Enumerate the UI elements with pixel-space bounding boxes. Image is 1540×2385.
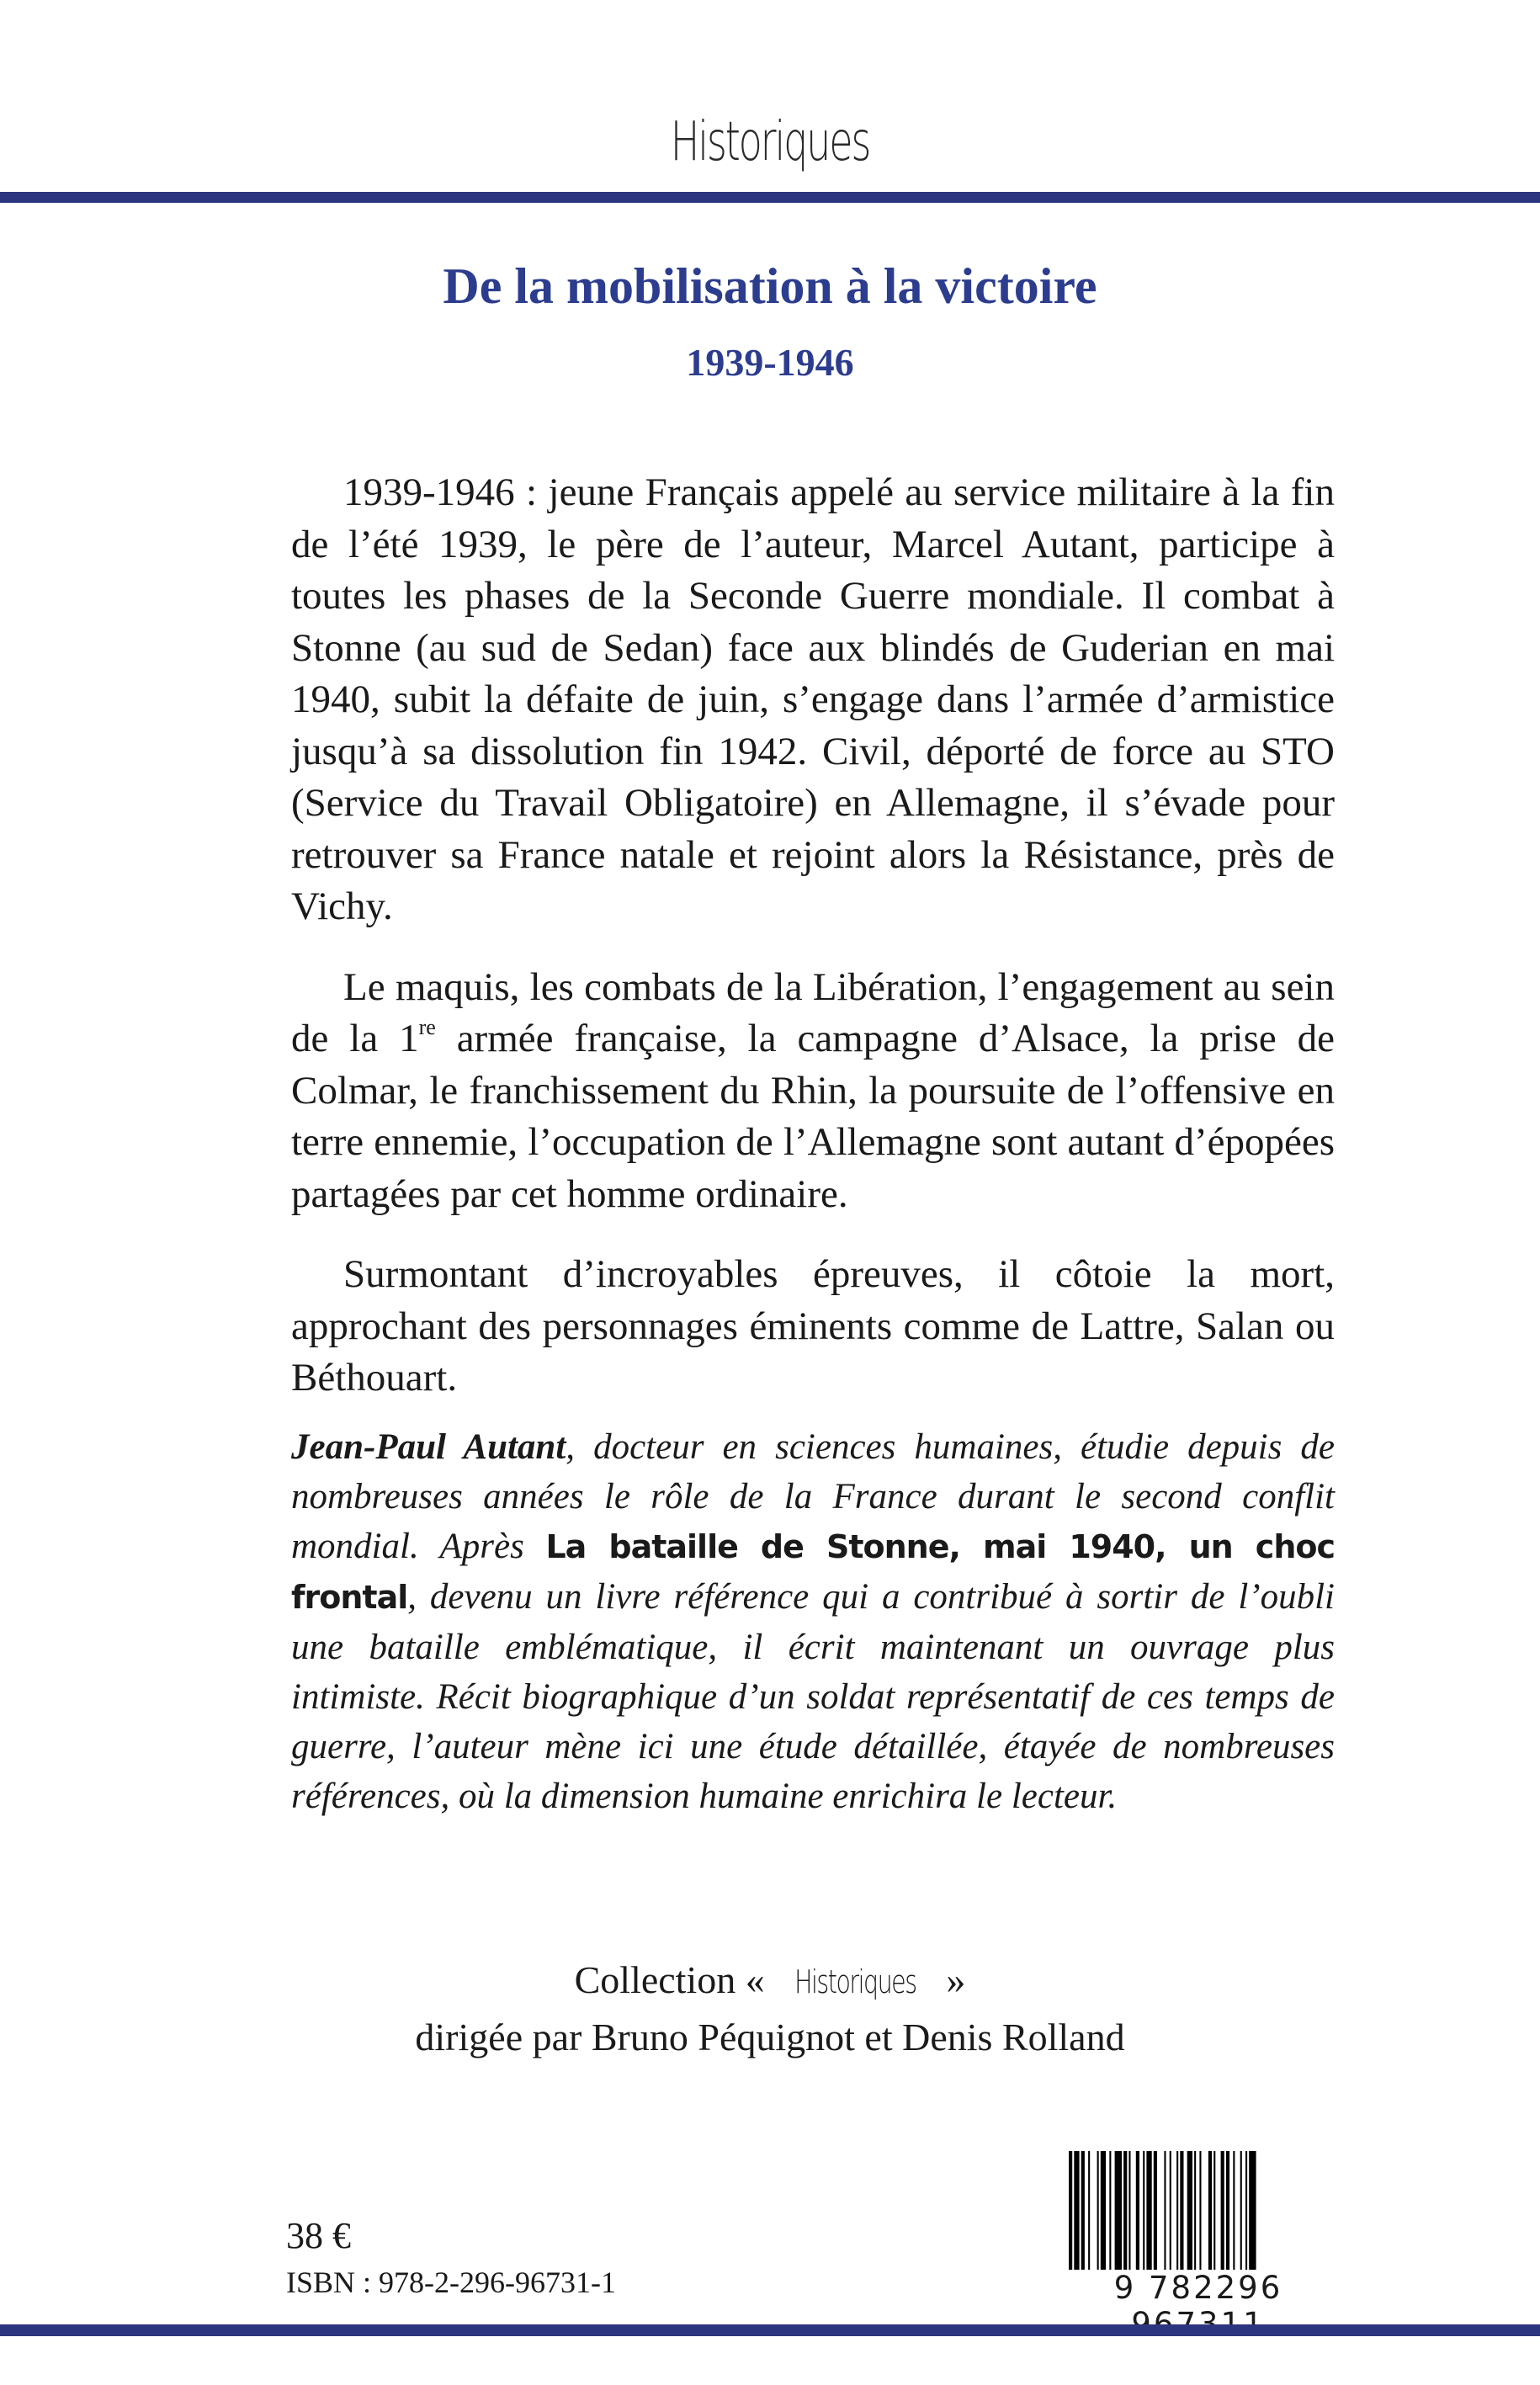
barcode-bar (1128, 2151, 1130, 2277)
barcode-bar (1226, 2151, 1229, 2277)
bio-text-2: , devenu un livre référence qui a contribué à sortir de l’oubli une bataille emblématique, il écrit maintenant un ouvrage plus intimiste. Récit biographique d’un soldat représentatif de ces temps de guerre, l’auteur mène ici une étude détaillée, étayée de nombreuses références, où la dimension humaine enrichira le lecteur. (291, 1577, 1335, 1816)
collection-brand: Historiques (794, 1963, 916, 2000)
barcode-bar (1164, 2151, 1166, 2277)
collection-suffix: » (946, 1958, 966, 2001)
barcode-bar (1097, 2151, 1099, 2277)
bio-text-1: , docteur en sciences humaines, étudie depuis de nombreuses années le rôle de la France durant le second conflit mondial. Après (291, 1427, 1335, 1566)
barcode-bar (1069, 2151, 1072, 2277)
top-divider (0, 192, 1540, 203)
barcode-bar (1101, 2151, 1106, 2277)
barcode-bar (1245, 2151, 1247, 2277)
collection-line (0, 1952, 1540, 2010)
barcode-bar (1074, 2151, 1079, 2277)
barcode-bar (1143, 2151, 1144, 2277)
book-title: De la mobilisation à la victoire (443, 258, 1097, 314)
collection-editors: dirigée par Bruno Péquignot et Denis Rolland (415, 2016, 1125, 2058)
summary-paragraph-2 (291, 962, 1335, 1221)
summary-paragraph-3: Surmontant d’incroyables épreuves, il côtoie la mort, approchant des personnages éminents comme de Lattre, Salan ou Béthouart. (291, 1252, 1335, 1400)
barcode-bar (1199, 2151, 1201, 2277)
author-biography (291, 1422, 1335, 1821)
back-cover-summary (291, 467, 1335, 1433)
author-name: Jean-Paul Autant (291, 1427, 566, 1467)
barcode-bar (1088, 2151, 1090, 2277)
barcode-bar (1249, 2151, 1256, 2277)
barcode-bar (1081, 2151, 1085, 2277)
barcode-bar (1123, 2151, 1127, 2277)
summary-p2-end: armée française, la campagne d’Alsace, la prise de Colmar, le franchissement du Rhin, la poursuite de l’offensive en terre ennemie, l’occupation de l’Allemagne sont autant d’épopées partagées par cet homme ordinaire. (291, 1017, 1335, 1216)
barcode-bar (1109, 2151, 1111, 2277)
barcode-bar (1208, 2151, 1212, 2277)
barcode-bars (1064, 2151, 1333, 2277)
barcode-bar (1146, 2151, 1151, 2277)
barcode-bar (1240, 2151, 1242, 2277)
bottom-divider (0, 2324, 1540, 2336)
barcode-bar (1136, 2151, 1139, 2277)
barcode-bar (1187, 2151, 1192, 2277)
barcode-bar (1115, 2151, 1122, 2277)
book-subtitle: 1939-1946 (686, 341, 854, 384)
collection-info (0, 1952, 1540, 2065)
barcode-bar (1194, 2151, 1196, 2277)
barcode-bar (1176, 2151, 1178, 2277)
collection-prefix: Collection « (574, 1958, 765, 2001)
barcode-bar (1154, 2151, 1157, 2277)
barcode-bar (1213, 2151, 1215, 2277)
isbn: ISBN : 978-2-296-96731-1 (286, 2265, 616, 2299)
barcode-bar (1180, 2151, 1183, 2277)
barcode-bar (1170, 2151, 1171, 2277)
series-logo: Historiques (670, 111, 870, 173)
barcode-digits: 9 782296 (1064, 2270, 1333, 2342)
barcode-bar (1221, 2151, 1224, 2277)
summary-paragraph-1: 1939-1946 : jeune Français appelé au service militaire à la fin de l’été 1939, le père de l’auteur, Marcel Autant, participe à toutes les phases de la Seconde Guerre mondiale. Il combat à Stonne (au sud de Sedan) face aux blindés de Guderian en mai 1940, subit la défaite de juin, s’engage dans l’armée d’armistice jusqu’à sa dissolution fin 1942. Civil, déporté de force au STO (Service du Travail Obligatoire) en Allemagne, il s’évade pour retrouver sa France natale et rejoint alors la Résistance, près de Vichy. (291, 470, 1335, 928)
ordinal-superscript: re (418, 1015, 436, 1039)
previous-book-title: La bataille de Stonne, mai 1940, un choc frontal (291, 1528, 1335, 1616)
summary-p2-start: Le maquis, les combats de la Libération, l’engagement au sein de la 1 (291, 964, 1335, 1060)
barcode-bar (1233, 2151, 1235, 2277)
price: 38 € (286, 2215, 351, 2256)
